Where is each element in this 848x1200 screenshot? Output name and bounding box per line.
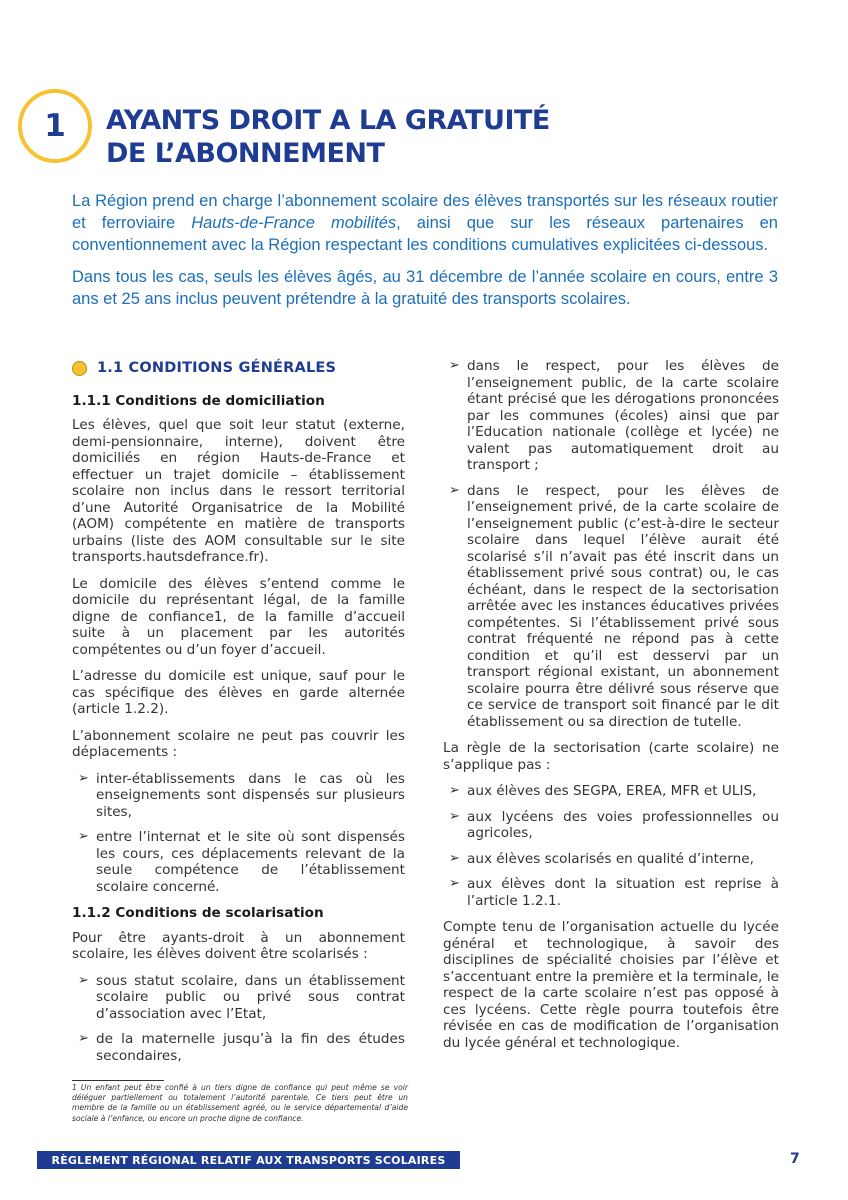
sector-paragraph: La règle de la sectorisation (carte scolaire) ne s’applique pas : (443, 740, 779, 773)
chapter-title (106, 104, 550, 170)
left-column (72, 360, 405, 1074)
domicile-paragraph-4: L’abonnement scolaire ne peut pas couvrir les déplacements : (72, 727, 405, 760)
footer-title: RÈGLEMENT RÉGIONAL RELATIF AUX TRANSPORTS SCOLAIRES (51, 1153, 446, 1167)
subsection-heading-domiciliation: 1.1.1 Conditions de domiciliation (72, 392, 325, 409)
page-number: 7 (790, 1151, 800, 1167)
chevron-right-outline-icon: ➢ (449, 876, 460, 891)
footnote: 1 Un enfant peut être confié à un tiers digne de confiance qui peut même se voir déléguer partiellement ou totalement l’autorité parentale. Ce tiers peut être un membre de la famille ou un établissement agréé, ou le service départemental d’aide sociale à l’enfance, ou encore un proche digne de confiance. (72, 1083, 408, 1123)
chevron-right-outline-icon: ➢ (449, 808, 460, 824)
list-item (72, 973, 405, 1023)
chevron-right-outline-icon: ➢ (78, 829, 89, 844)
chevron-right-outline-icon: ➢ (449, 850, 460, 866)
chevron-right-outline-icon: ➢ (449, 482, 460, 498)
list-item-text: dans le respect, pour les élèves de l’enseignement public, de la carte scolaire étant précisé que les dérogations prononcées par les communes (écoles) ainsi que par l’Education nationale (collège et lycée) ne valent pas automatiquement droit au transport ; (467, 358, 779, 473)
chevron-right-outline-icon: ➢ (78, 1031, 89, 1046)
list-item-text: aux élèves scolarisés en qualité d’interne, (467, 850, 754, 867)
section-title: 1.1 CONDITIONS GÉNÉRALES (97, 360, 337, 376)
list-item-text: dans le respect, pour les élèves de l’enseignement privé, de la carte scolaire de l’enseignement public (c’est-à-dire le secteur scolaire dans lequel l’élève aurait été scolarisé s’il n’avait pas été inscrit dans un établissement privé sous contrat) ou, le cas échéant, dans le respect de la sectorisation arrêtée avec les instances éducatives privées compétentes. Si l’établissement privé sous contrat fréquenté ne répond pas à cette condition et qu’il est desservi par un transport régional existant, un abonnement scolaire pourra être délivré sous réserve que ce service de transport soit financé par le dit établissement ou sa direction de tutelle. (467, 482, 779, 730)
right-column (443, 358, 779, 1061)
yellow-dot-icon (72, 361, 87, 376)
footnote-divider (72, 1080, 164, 1081)
intro-text (72, 190, 778, 320)
list-item (443, 483, 779, 731)
scolarisation-paragraph-1: Pour être ayants-droit à un abonnement scolaire, les élèves doivent être scolarisés : (72, 929, 405, 962)
list-item-text: aux élèves dont la situation est reprise à l’article 1.2.1. (467, 876, 779, 909)
list-item (72, 1031, 405, 1064)
intro-p1-part1: La Région prend en charge l’abonnement scolaire des élèves transportés sur les réseaux routier et ferroviaire (72, 192, 778, 232)
intro-paragraph-1 (72, 190, 778, 256)
list-item (443, 358, 779, 474)
list-item (72, 771, 405, 821)
list-item-text: aux élèves des SEGPA, EREA, MFR et ULIS, (467, 783, 757, 799)
list-item-text: de la maternelle jusqu’à la fin des études secondaires, (96, 1031, 405, 1064)
intro-paragraph-2: Dans tous les cas, seuls les élèves âgés, au 31 décembre de l’année scolaire en cours, entre 3 ans et 25 ans inclus peuvent prétendre à la gratuité des transports scolaires. (72, 268, 778, 308)
list-item (72, 829, 405, 895)
final-paragraph: Compte tenu de l’organisation actuelle du lycée général et technologique, à savoir des disciplines de spécialité choisies par l’élève et s’accentuant entre la première et la terminale, le respect de la carte scolaire n’est pas opposé à ces lycéens. Cette règle pourra toutefois être révisée en cas de modification de l’organisation du lycée général et technologique. (443, 919, 779, 1051)
chevron-right-outline-icon: ➢ (78, 770, 89, 786)
list-item (443, 876, 779, 909)
sector-bullet-list (443, 783, 779, 909)
domicile-paragraph-3: L’adresse du domicile est unique, sauf pour le cas spécifique des élèves en garde alternée (article 1.2.2). (72, 668, 405, 717)
chapter-title-line2: DE L’ABONNEMENT (106, 138, 385, 169)
list-item-text: inter-établissements dans le cas où les enseignements sont dispensés sur plusieurs sites, (96, 770, 405, 820)
chapter-number: 1 (44, 108, 66, 144)
list-item-text: entre l’internat et le site où sont dispensés les cours, ces déplacements relevant de la seule compétence de l’établissement scolaire concerné. (96, 829, 405, 895)
scolarisation-bullet-list-left (72, 973, 405, 1065)
domicile-bullet-list (72, 771, 405, 896)
scolarisation-bullet-list-right (443, 358, 779, 730)
footer-bar (37, 1151, 460, 1169)
chevron-right-outline-icon: ➢ (449, 358, 460, 373)
list-item (443, 783, 779, 800)
list-item (443, 809, 779, 842)
list-item-text: sous statut scolaire, dans un établissement scolaire public ou privé sous contrat d’association avec l’Etat, (96, 972, 405, 1022)
domicile-paragraph-2: Le domicile des élèves s’entend comme le domicile du représentant légal, de la famille digne de confiance1, de la famille d’accueil suite à un placement par les autorités compétentes ou d’un foyer d’accueil. (72, 575, 405, 658)
chevron-right-outline-icon: ➢ (78, 972, 89, 988)
intro-p1-italic: Hauts-de-France mobilités (191, 214, 397, 232)
chapter-number-badge (18, 89, 92, 163)
domicile-paragraph-1: Les élèves, quel que soit leur statut (externe, demi-pensionnaire, interne), doivent être domiciliés en région Hauts-de-France et effectuer un trajet domicile – établissement scolaire non inclus dans le ressort territorial d’une Autorité Organisatrice de la Mobilité (AOM) compétente en matière de transports urbains (liste des AOM consultable sur le site transports.hautsdefrance.fr). (72, 417, 405, 565)
list-item-text: aux lycéens des voies professionnelles ou agricoles, (467, 808, 779, 841)
section-heading (72, 360, 405, 377)
intro-p1-part2: , ainsi que sur les réseaux partenaires en conventionnement avec la Région respectant les conditions cumulatives explicitées ci-dessous. (72, 214, 778, 254)
subsection-heading-scolarisation: 1.1.2 Conditions de scolarisation (72, 905, 324, 921)
list-item (443, 851, 779, 868)
chevron-right-outline-icon: ➢ (449, 783, 460, 798)
chapter-title-line1: AYANTS DROIT A LA GRATUITÉ (106, 105, 550, 136)
